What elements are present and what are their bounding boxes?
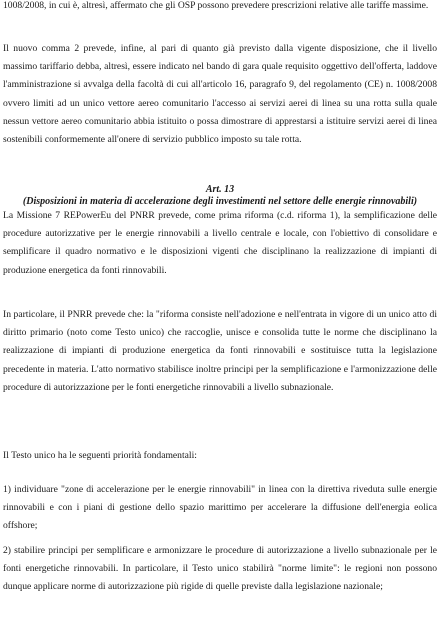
- paragraph-osp-tariffs: 1008/2008, in cui è, altresì, affermato che gli OSP possono prevedere prescrizioni relative alle tariffe massime.: [3, 0, 429, 11]
- paragraph-priorita-intro: Il Testo unico ha le seguenti priorità fondamentali:: [3, 450, 197, 461]
- article-number: Art. 13: [205, 184, 235, 195]
- paragraph-missione-7: La Missione 7 REPowerEu del PNRR prevede, come prima riforma (c.d. riforma 1), la semplificazione delle procedure autorizzative per le energie rinnovabili a livello centrale e locale, con l'obiettivo di consolidare e semplificare il quadro normativo e le disposizioni vigenti che disciplinano la realizzazione di impianti di produzione energetica da fonti rinnovabili.: [3, 210, 437, 276]
- list-item-priority-2: 2) stabilire principi per semplificare e armonizzare le procedure di autorizzazione a livello subnazionale per le fonti energetiche rinnovabili. In particolare, il Testo unico stabilirà "norme limite": le regioni non possono dunque applicare norme di autorizzazione più rigide di quelle previste dalla legislazione nazionale;: [3, 545, 437, 593]
- paragraph-pnrr-riforma: In particolare, il PNRR prevede che: la "riforma consiste nell'adozione e nell'entrata in vigore di un unico atto di diritto primario (noto come Testo unico) che raccoglie, unisce e consolida tutte le norme che disciplinano la realizzazione di impianti di produzione energetica da fonti rinnovabili e sostituisce tutta la legislazione precedente in materia. L'atto normativo stabilisce inoltre principi per la semplificazione e l'armonizzazione delle procedure di autorizzazione per le fonti energetiche rinnovabili a livello subnazionale.: [3, 309, 437, 393]
- article-title: (Disposizioni in materia di accelerazione degli investimenti nel settore delle energie rinnovabili): [22, 196, 418, 207]
- paragraph-comma-2: Il nuovo comma 2 prevede, infine, al pari di quanto già previsto dalla vigente disposizione, che il livello massimo tariffario debba, altresì, essere indicato nel bando di gara quale requisito oggettivo dell'offerta, laddove l'amministrazione si avvalga della facoltà di cui all'articolo 16, paragrafo 9, del regolamento (CE) n. 1008/2008 ovvero limiti ad un unico vettore aereo comunitario l'accesso ai servizi aerei di linea su una rotta sulla quale nessun vettore aereo comunitario abbia istituito o possa dimostrare di apprestarsi a istituire servizi aerei di linea sostenibili conformemente all'onere di servizio pubblico imposto su tale rotta.: [3, 43, 437, 146]
- list-item-priority-1: 1) individuare "zone di accelerazione per le energie rinnovabili" in linea con la direttiva riveduta sulle energie rinnovabili e con i piani di gestione dello spazio marittimo per accelerare la diffusione dell'energia eolica offshore;: [3, 484, 437, 532]
